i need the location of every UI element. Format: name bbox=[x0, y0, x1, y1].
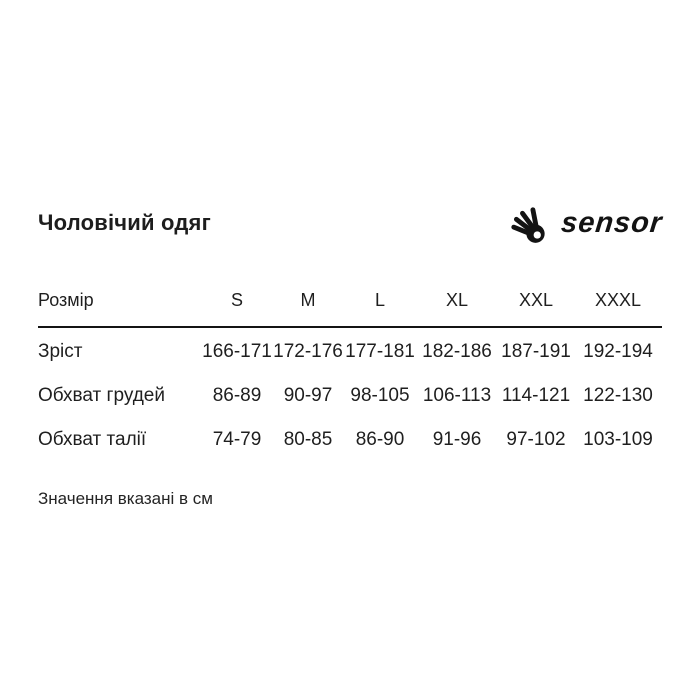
cell-chest-l: 98-105 bbox=[350, 385, 410, 406]
cell-chest-m: 90-97 bbox=[283, 385, 333, 406]
size-col-m: M bbox=[272, 290, 344, 327]
size-col-xxxl: XXXL bbox=[574, 290, 662, 327]
cell-chest-s: 86-89 bbox=[212, 385, 262, 406]
cell-waist-xl: 91-96 bbox=[432, 429, 482, 450]
row-label-chest: Обхват грудей bbox=[38, 385, 165, 406]
units-note: Значення вказані в см bbox=[38, 489, 213, 508]
cell-height-xxxl: 192-194 bbox=[583, 341, 653, 362]
cell-height-l: 177-181 bbox=[345, 341, 415, 362]
table-row-waist bbox=[38, 418, 662, 462]
row-label-height: Зріст bbox=[38, 341, 83, 362]
cell-height-s: 166-171 bbox=[202, 341, 272, 362]
size-table bbox=[38, 290, 662, 462]
size-col-xxl: XXL bbox=[498, 290, 574, 327]
size-col-l: L bbox=[344, 290, 416, 327]
cell-height-xl: 182-186 bbox=[422, 341, 492, 362]
size-table-header-label: Розмір bbox=[38, 290, 202, 327]
page-title: Чоловічий одяг bbox=[38, 210, 211, 235]
row-label-waist: Обхват талії bbox=[38, 429, 147, 450]
cell-waist-s: 74-79 bbox=[212, 429, 262, 450]
header-bar bbox=[38, 0, 662, 246]
cell-height-xxl: 187-191 bbox=[501, 341, 571, 362]
cell-chest-xl: 106-113 bbox=[422, 385, 492, 406]
cell-waist-xxxl: 103-109 bbox=[583, 429, 653, 450]
cell-chest-xxxl: 122-130 bbox=[583, 385, 653, 406]
brand-logo bbox=[509, 204, 662, 246]
table-row-chest bbox=[38, 374, 662, 418]
size-col-xl: XL bbox=[416, 290, 498, 327]
cell-waist-l: 86-90 bbox=[355, 429, 405, 450]
size-col-s: S bbox=[202, 290, 272, 327]
cell-waist-m: 80-85 bbox=[283, 429, 333, 450]
brand-wordmark: sensor bbox=[559, 206, 664, 239]
sensor-hand-icon bbox=[509, 204, 549, 246]
cell-waist-xxl: 97-102 bbox=[506, 429, 566, 450]
cell-chest-xxl: 114-121 bbox=[501, 385, 571, 406]
size-table-header-row bbox=[38, 290, 662, 327]
table-row-height bbox=[38, 327, 662, 374]
cell-height-m: 172-176 bbox=[273, 341, 343, 362]
